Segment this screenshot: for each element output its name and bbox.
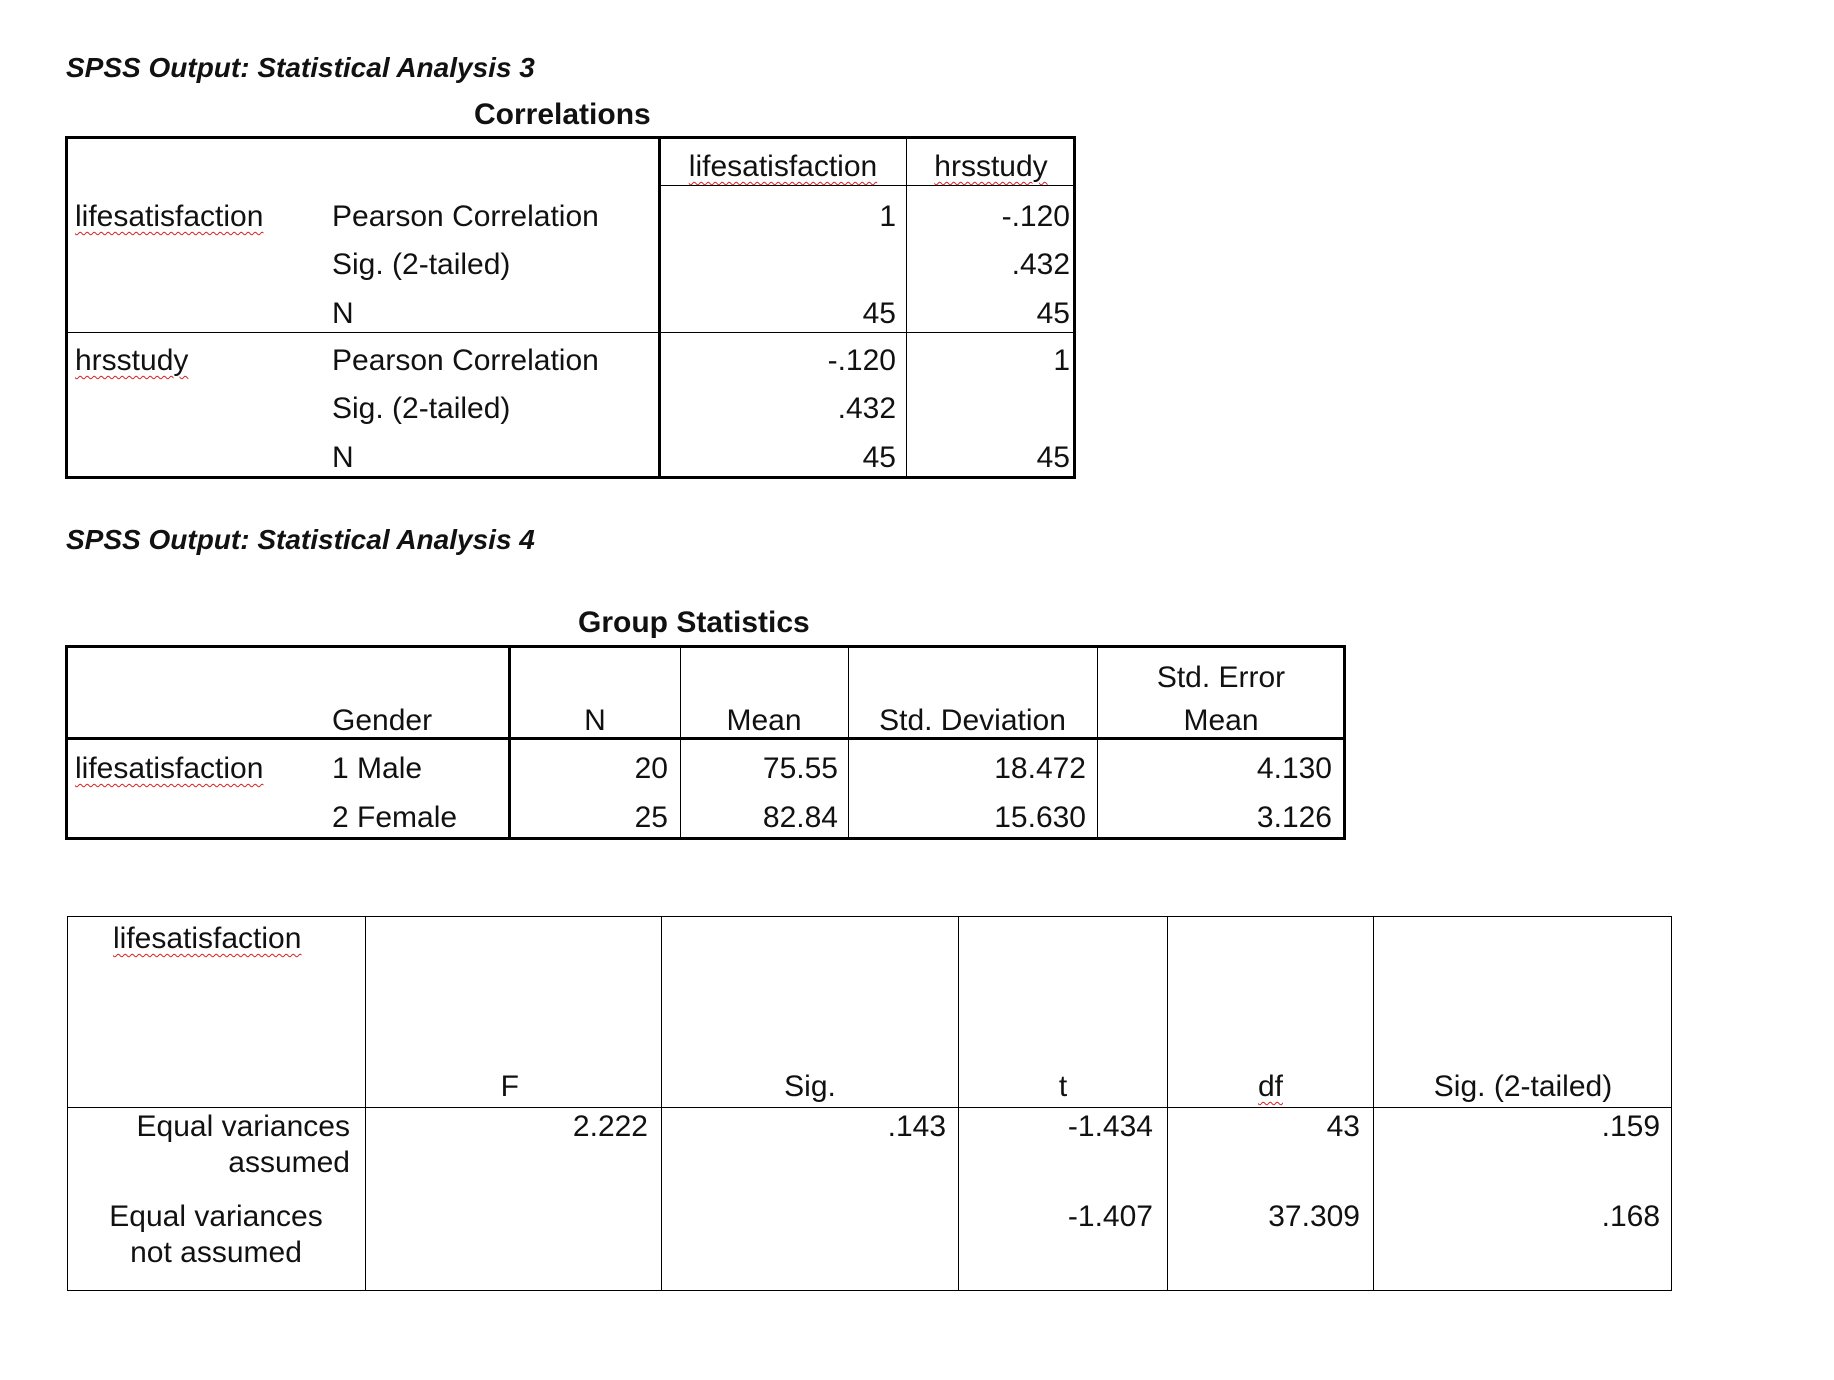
- group-header-se-line1: Std. Error: [1156, 661, 1286, 694]
- ttest-row-label-line2: not assumed: [130, 1236, 302, 1269]
- corr-col-header-lifesatisfaction: lifesatisfaction: [688, 150, 878, 183]
- group-cell-mean: 75.55: [762, 752, 838, 785]
- ttest-cell-sig: .143: [887, 1110, 946, 1143]
- corr-cell: -.120: [827, 344, 896, 377]
- corr-cell: 45: [1036, 441, 1070, 474]
- corr-cell: 45: [862, 297, 896, 330]
- corr-row-var: hrsstudy: [75, 344, 189, 377]
- section-4-heading: SPSS Output: Statistical Analysis 4: [66, 524, 535, 555]
- corr-cell: 1: [879, 200, 896, 233]
- group-cell-se: 3.126: [1256, 801, 1332, 834]
- ttest-header-f: F: [500, 1070, 519, 1103]
- corr-row-stat: Sig. (2-tailed): [332, 392, 511, 425]
- corr-cell: -.120: [1001, 200, 1070, 233]
- corr-row-stat: Pearson Correlation: [332, 200, 599, 233]
- ttest-row-label-line2: assumed: [228, 1146, 350, 1179]
- group-row-var: lifesatisfaction: [75, 752, 264, 785]
- group-cell-se: 4.130: [1256, 752, 1332, 785]
- corr-cell: .432: [837, 392, 896, 425]
- correlations-title: Correlations: [474, 98, 651, 131]
- ttest-header-t: t: [1058, 1070, 1068, 1103]
- group-row-gender: 2 Female: [332, 801, 458, 834]
- group-statistics-title: Group Statistics: [578, 606, 810, 639]
- corr-cell: 45: [1036, 297, 1070, 330]
- ttest-cell-f: 2.222: [572, 1110, 648, 1143]
- group-row-gender: 1 Male: [332, 752, 423, 785]
- corr-cell: .432: [1011, 248, 1070, 281]
- corr-cell: 45: [862, 441, 896, 474]
- group-header-gender: Gender: [332, 704, 433, 737]
- ttest-header-sig: Sig.: [784, 1070, 836, 1103]
- ttest-header-df: df: [1257, 1070, 1284, 1103]
- group-header-sd: Std. Deviation: [879, 704, 1066, 737]
- ttest-cell-sig-2tailed: .168: [1601, 1200, 1660, 1233]
- corr-row-stat: Sig. (2-tailed): [332, 248, 511, 281]
- group-header-se-line2: Mean: [1183, 704, 1259, 737]
- ttest-cell-df: 37.309: [1268, 1200, 1360, 1233]
- corr-col-header-hrsstudy: hrsstudy: [934, 150, 1048, 183]
- group-header-n: N: [584, 704, 606, 737]
- corr-row-var: lifesatisfaction: [75, 200, 264, 233]
- ttest-var: lifesatisfaction: [113, 922, 302, 955]
- corr-row-stat: Pearson Correlation: [332, 344, 599, 377]
- group-cell-sd: 15.630: [994, 801, 1086, 834]
- ttest-header-sig-2tailed: Sig. (2-tailed): [1433, 1070, 1613, 1103]
- ttest-row-label-line1: Equal variances: [136, 1110, 350, 1143]
- corr-row-stat: N: [332, 441, 354, 474]
- corr-cell: 1: [1053, 344, 1070, 377]
- group-header-mean: Mean: [726, 704, 802, 737]
- ttest-row-label-line1: Equal variances: [109, 1200, 323, 1233]
- group-cell-sd: 18.472: [994, 752, 1086, 785]
- ttest-cell-t: -1.407: [1067, 1200, 1153, 1233]
- group-cell-mean: 82.84: [762, 801, 838, 834]
- group-cell-n: 25: [634, 801, 668, 834]
- ttest-cell-df: 43: [1326, 1110, 1360, 1143]
- group-cell-n: 20: [634, 752, 668, 785]
- section-3-heading: SPSS Output: Statistical Analysis 3: [66, 52, 535, 83]
- corr-row-stat: N: [332, 297, 354, 330]
- ttest-cell-sig-2tailed: .159: [1601, 1110, 1660, 1143]
- ttest-cell-t: -1.434: [1067, 1110, 1153, 1143]
